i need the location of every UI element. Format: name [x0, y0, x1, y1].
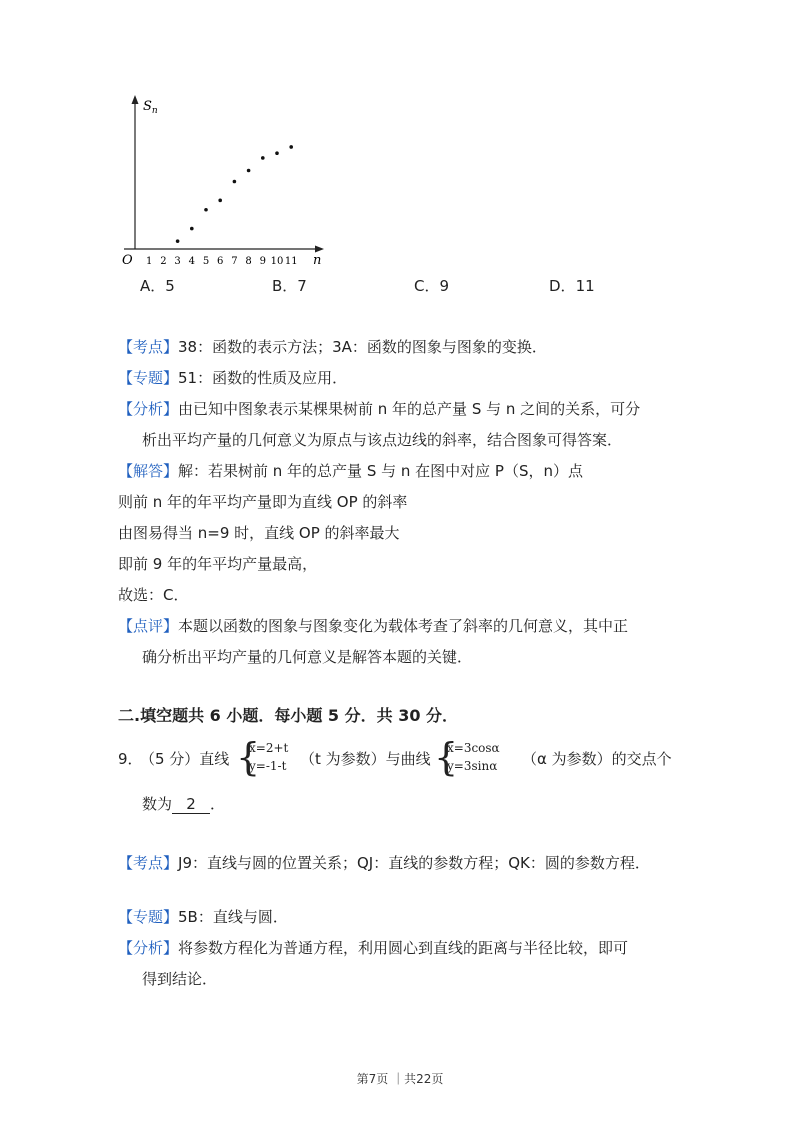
data-point — [247, 169, 251, 173]
q8-jieda-line4: 即前 9 年的年平均产量最高， — [118, 555, 318, 573]
q9-kaodian-text: J9：直线与圆的位置关系；QJ：直线的参数方程；QK：圆的参数方程． — [178, 854, 650, 872]
x-tick-label: 7 — [231, 256, 238, 267]
q9-prefix: （5 分）直线 — [140, 750, 230, 768]
option-b[interactable] — [272, 276, 307, 296]
q8-jieda-line5: 故选：C． — [118, 586, 189, 604]
x-tick-label: 10 — [270, 256, 284, 267]
fenxi-text: 由已知中图象表示某棵果树前 n 年的总产量 S 与 n 之间的关系，可分 — [178, 400, 641, 418]
x-tick-labels — [146, 256, 298, 267]
q9-fenxi-tag: 【分析】 — [118, 939, 179, 957]
q8-jieda-line2: 则前 n 年的年平均产量即为直线 OP 的斜率 — [118, 493, 408, 511]
data-point — [261, 156, 265, 160]
q9-kaodian-tag: 【考点】 — [118, 854, 179, 872]
line-eq-y: y=-1-t — [249, 759, 287, 773]
q8-jieda — [118, 461, 583, 481]
dianping-tag: 【点评】 — [118, 617, 179, 635]
option-b-value: 7 — [297, 277, 307, 295]
page-footer: 第7页 ｜共22页 — [356, 1072, 444, 1086]
curve-eq-x: x=3cosα — [447, 741, 500, 755]
line-eq-x: x=2+t — [249, 741, 289, 755]
data-point — [176, 239, 180, 243]
data-point — [289, 145, 293, 149]
x-axis-label: n — [313, 253, 322, 268]
y-axis-arrow — [132, 95, 139, 104]
x-tick-label: 11 — [284, 256, 298, 267]
q8-kaodian — [118, 337, 547, 357]
q9-zhuanti-text: 5B：直线与圆． — [178, 908, 288, 926]
q9-mid: （t 为参数）与曲线 — [300, 750, 431, 768]
q9-fenxi — [118, 938, 628, 958]
data-point — [218, 199, 222, 203]
x-tick-label: 4 — [188, 256, 195, 267]
q8-dianping — [118, 616, 628, 636]
kaodian-tag: 【考点】 — [118, 338, 179, 356]
data-point — [275, 151, 279, 155]
option-a-letter: A． — [140, 277, 166, 295]
option-c-value: 9 — [439, 277, 450, 295]
zhuanti-text: 51：函数的性质及应用． — [178, 369, 348, 387]
data-point — [204, 208, 208, 212]
data-points — [176, 145, 293, 243]
x-axis-arrow — [315, 246, 324, 253]
q9-fenxi-text: 将参数方程化为普通方程，利用圆心到直线的距离与半径比较，即可 — [178, 939, 629, 957]
line-system-brace: { — [236, 735, 261, 779]
kaodian-text: 38：函数的表示方法；3A：函数的图象与图象的变换． — [178, 338, 547, 356]
q8-dianping-cont: 确分析出平均产量的几何意义是解答本题的关键． — [142, 648, 473, 666]
x-tick-label: 9 — [259, 256, 266, 267]
option-d-value: 11 — [575, 277, 595, 295]
option-d-letter: D． — [549, 277, 576, 295]
fenxi-tag: 【分析】 — [118, 400, 179, 418]
curve-system-brace: { — [434, 735, 459, 779]
option-d[interactable] — [549, 276, 595, 296]
option-a[interactable] — [140, 276, 175, 296]
data-point — [233, 180, 237, 184]
x-tick-label: 2 — [160, 256, 167, 267]
x-tick-label: 8 — [245, 256, 252, 267]
q9-line2 — [142, 794, 225, 814]
q9-line2-prefix: 数为 — [142, 795, 173, 813]
zhuanti-tag: 【专题】 — [118, 369, 179, 387]
q9-zhuanti-tag: 【专题】 — [118, 908, 179, 926]
y-axis-label: $S_n$ — [143, 99, 158, 116]
option-a-value: 5 — [165, 277, 175, 295]
x-tick-label: 3 — [174, 256, 181, 267]
q9-suffix: （α 为参数）的交点个 — [522, 750, 672, 768]
option-b-letter: B． — [272, 277, 298, 295]
jieda-text: 解：若果树前 n 年的总产量 S 与 n 在图中对应 P（S，n）点 — [178, 462, 584, 480]
q9-line2-suffix: ． — [210, 795, 226, 813]
q8-jieda-line3: 由图易得当 n=9 时，直线 OP 的斜率最大 — [118, 524, 400, 542]
x-tick-label: 5 — [202, 256, 210, 267]
sn-scatter-chart — [110, 92, 340, 270]
q8-fenxi — [118, 399, 640, 419]
option-c-letter: C． — [414, 277, 440, 295]
q9-fenxi-cont: 得到结论． — [142, 970, 218, 988]
q9-stem — [118, 735, 718, 782]
option-c[interactable] — [414, 276, 449, 296]
origin-label: O — [122, 253, 133, 268]
section-title: 二.填空题共 6 小题．每小题 5 分．共 30 分． — [118, 706, 459, 725]
q9-kaodian — [118, 853, 650, 873]
dianping-text: 本题以函数的图象与图象变化为载体考查了斜率的几何意义，其中正 — [178, 617, 629, 635]
q9-answer-blank[interactable]: 2 — [172, 795, 210, 814]
q8-zhuanti — [118, 368, 347, 388]
x-tick-label: 1 — [146, 256, 153, 267]
q8-fenxi-cont: 析出平均产量的几何意义为原点与该点边线的斜率，结合图象可得答案． — [142, 431, 623, 449]
q9-number: 9． — [118, 750, 143, 768]
jieda-tag: 【解答】 — [118, 462, 179, 480]
curve-eq-y: y=3sinα — [447, 759, 498, 773]
x-tick-label: 6 — [217, 256, 224, 267]
q9-zhuanti — [118, 907, 288, 927]
data-point — [190, 227, 194, 231]
